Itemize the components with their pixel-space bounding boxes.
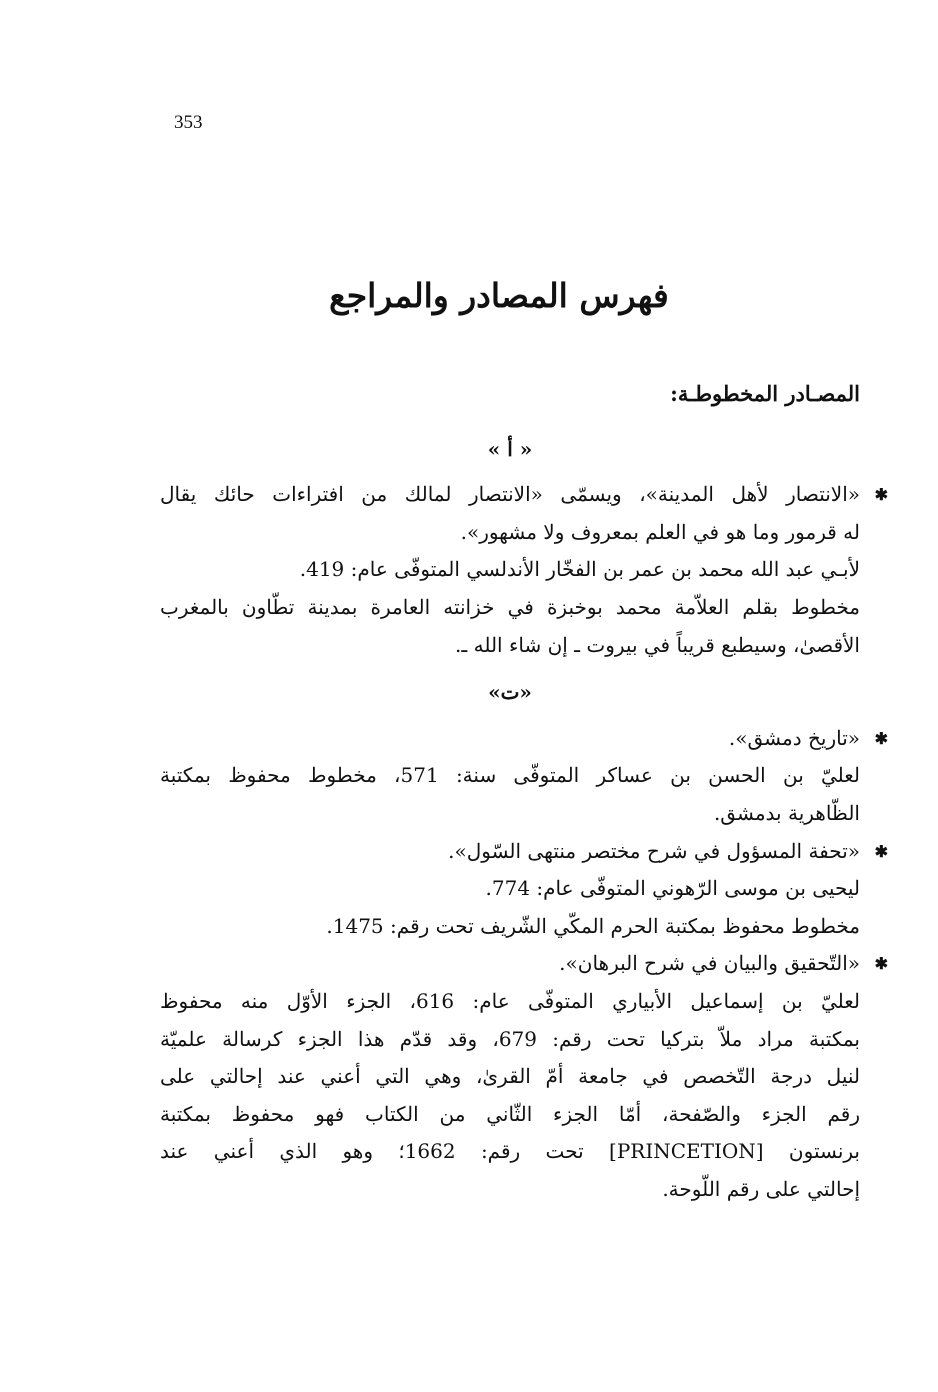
entry-line: بمكتبة مراد ملاّ بتركيا تحت رقم: 679، وقد قدّم هذا الجزء كرسالة علميّة <box>160 1026 860 1051</box>
entry-line: له قرمور وما هو في العلم بمعروف ولا مشهور». <box>460 519 860 544</box>
page-title: فهرس المصادر والمراجع <box>329 276 669 315</box>
document-body <box>160 375 888 1208</box>
entry-line <box>160 833 888 871</box>
entry-line: لعليّ بن الحسن بن عساكر المتوفّى سنة: 571، مخطوط محفوظ بمكتبة <box>160 763 861 788</box>
entry-tarikh-dimashq <box>160 720 888 833</box>
bullet-icon: ✱ <box>874 485 888 505</box>
entry-line: إحالتي على رقم اللّوحة. <box>662 1176 860 1201</box>
section-heading: المصـادر المخطوطـة: <box>670 381 860 406</box>
bullet-icon: ✱ <box>874 728 888 748</box>
entry-line: لأبـي عبد الله محمد بن عمر بن الفخّار الأندلسي المتوفّى عام: 419. <box>299 557 860 582</box>
bullet-icon: ✱ <box>874 841 888 861</box>
entry-line <box>160 945 888 983</box>
entry-line: مخطوط محفوظ بمكتبة الحرم المكّي الشّريف تحت رقم: 1475. <box>326 913 860 938</box>
entry-text: «تاريخ دمشق». <box>728 725 860 750</box>
entry-line <box>160 476 888 514</box>
entry-intisar <box>160 476 888 664</box>
entry-tahqiq-wal-bayan <box>160 945 888 1208</box>
entry-line: لعليّ بن إسماعيل الأبياري المتوفّى عام: 616، الجزء الأوّل منه محفوظ <box>160 988 861 1013</box>
letter-heading-ta: «ت» <box>488 680 532 705</box>
entry-line: رقم الجزء والصّفحة، أمّا الجزء الثّاني من الكتاب فهو محفوظ بمكتبة <box>160 1101 860 1126</box>
bullet-icon: ✱ <box>874 954 888 974</box>
entry-text: «الانتصار لأهل المدينة»، ويسمّى «الانتصار لمالك من افتراءات حائك يقال <box>160 482 860 507</box>
entry-tuhfat-al-masul <box>160 833 888 946</box>
entry-line: الظّاهرية بدمشق. <box>713 800 860 825</box>
entry-line: مخطوط بقلم العلاّمة محمد بوخبزة في خزانته العامرة بمدينة تطّاون بالمغرب <box>160 594 860 619</box>
entry-text: «التّحقيق والبيان في شرح البرهان». <box>559 951 860 976</box>
entry-line <box>160 720 888 758</box>
entry-line: برنستون [PRINCETION] تحت رقم: 1662؛ وهو الذي أعني عند <box>160 1139 860 1164</box>
entry-line: الأقصىٰ، وسيطبع قريباً في بيروت ـ إن شاء الله ـ. <box>455 632 860 657</box>
entry-line: لنيل درجة التّخصص في جامعة أمّ القرىٰ، وهي التي أعني عند إحالتي على <box>160 1064 860 1089</box>
letter-heading-alif: « أ » <box>487 436 533 461</box>
entry-text: «تحفة المسؤول في شرح مختصر منتهى السّول». <box>448 838 860 863</box>
page-number: 353 <box>174 112 203 133</box>
entry-line: ليحيى بن موسى الرّهوني المتوفّى عام: 774. <box>485 876 860 901</box>
